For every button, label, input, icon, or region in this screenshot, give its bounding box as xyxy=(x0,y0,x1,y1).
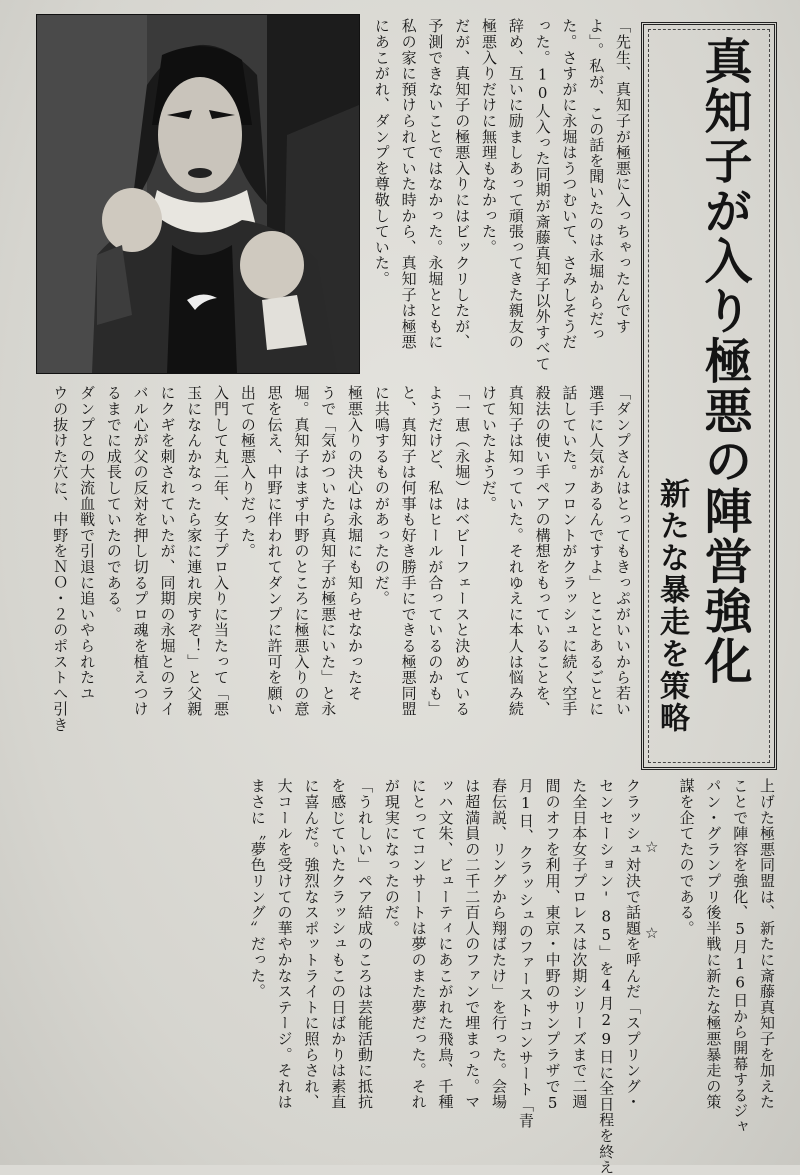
star-separator: ☆ xyxy=(645,838,659,856)
wrestler-illustration xyxy=(37,15,359,373)
article-text-middle: 「ダンプさんはとってもきっぷがいいから若い 選手に人気があるんですよ」とことあるごとに 話していた。フロントがクラッシュに続く空手 殺法の使い手ペアの構想をもっていることを、 真知子は知っていた。それゆえに本人は悩み続 けていたようだ。 「一恵（永堀）はベビーフェースと決めている ようだけど、私はヒールが合っているのかも」 と、真知子は何事も好き勝手にできる極悪同盟 に共鳴するものがあったのだ。 極悪入りの決心は永堀にも知らせなかったそ うで「気がついたら真知子が極悪にいた」と永 堀。真知子はまず中野のところに極悪入りの意 思を伝え、中野に伴われてダンプに許可を願い 出ての極悪入りだった。 入門して丸二年、女子プロ入りに当たって「悪 玉になんかなったら家に連れ戻すぞ！」と父親 にクギを刺されていたが、同期の永堀とのライ バル心が父の反対を押し切るプロ魂を植えつけ るまでに成長していたのである。 ダンプとの大流血戦で引退に追いやられたユ ウの抜けた穴に、中野をＮＯ・２のポストへ引き xyxy=(51,385,632,733)
article-subtitle: 新たな暴走を策略 xyxy=(654,478,689,734)
article-text-top: 「先生、真知子が極悪に入っちゃったんです よ」。私が、この話を聞いたのは永堀からだっ た。さすがに永堀はうつむいて、さみしそうだ った。10人入った同期が斎藤真知子以外すべて 辞め、互いに励ましあって頑張ってきた親友の 極悪入りだけに無理もなかった。 だが、真知子の極悪入りにはビックリしたが、 予測できないことではなかった。永堀とともに 私の家に預けられていた時から、真知子は極悪 にあこがれ、ダンプを尊敬していた。 xyxy=(372,18,632,372)
wrestler-photo xyxy=(36,14,360,374)
star-separator: ☆ xyxy=(645,924,659,942)
article-title: 真知子が入り極悪の陣営強化 xyxy=(696,36,752,686)
article-text-bottom: 上げた極悪同盟は、新たに斎藤真知子を加えた ことで陣容を強化、5月16日から開幕するジャ パン・グランプリ後半戦に新たな極悪暴走の策 謀を企てたのである。 クラッシュ対決で話題を呼んだ「スプリング・ センセーション'85」を4月29日に全日程を終え た全日本女子プロレスは次期シリーズまで二週 間のオフを利用、東京・中野のサンプラザで5 月1日、クラッシュのファーストコンサート「青 春伝説、リングから翔ばたけ」を行った。会場 は超満員の二千二百人のファンで埋まった。マ ッハ文朱、ビューティにあこがれた飛鳥、千種 にとってコンサートは夢のまた夢だった。それ が現実になったのだ。 「うれしい」ペア結成のころは芸能活動に抵抗 を感じていたクラッシュもこの日ばかりは素直 に喜んだ。強烈なスポットライトに照らされ、 大コールを受けての華やかなステージ。それは まさに〝夢色リング〟だった。 xyxy=(248,778,776,1175)
